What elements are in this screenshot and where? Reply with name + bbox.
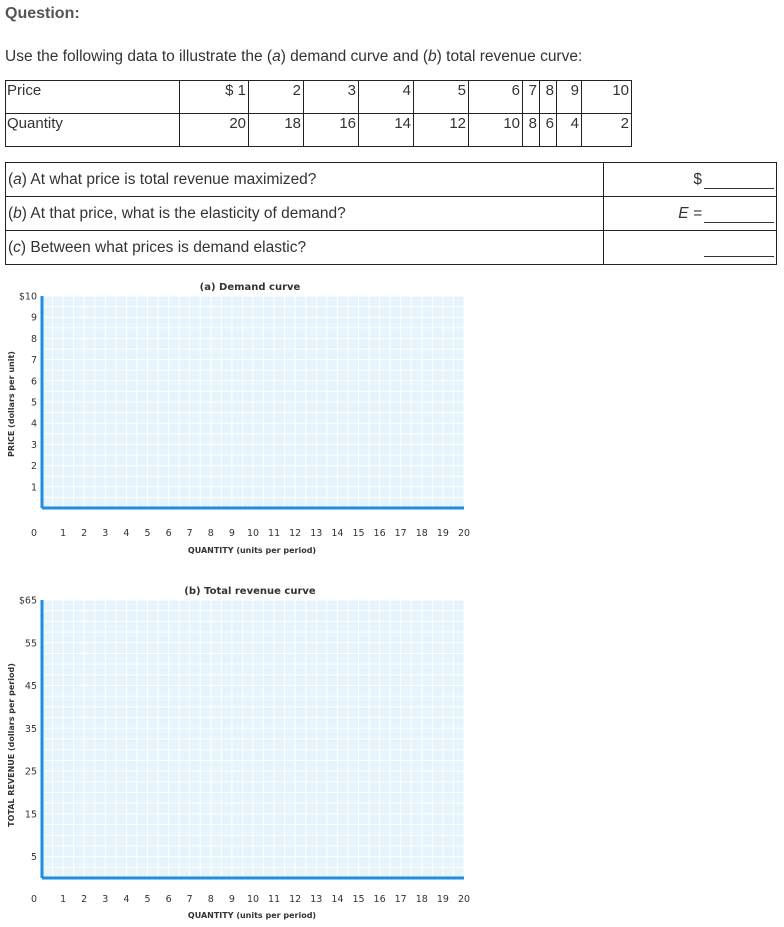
x-tick-label: 0 bbox=[30, 528, 38, 539]
y-tick-label: $10 bbox=[18, 291, 37, 303]
table-cell: 3 bbox=[304, 81, 359, 114]
x-tick-label: 16 bbox=[373, 894, 386, 905]
x-axis-label: QUANTITY (units per period) bbox=[187, 911, 317, 920]
question-b: (b) At that price, what is the elasticity of demand? bbox=[6, 197, 604, 231]
x-tick-label: 5 bbox=[144, 528, 151, 539]
x-tick-label: 8 bbox=[207, 894, 214, 905]
table-cell: 4 bbox=[359, 81, 414, 114]
table-cell: 16 bbox=[304, 114, 359, 147]
x-tick-label: 5 bbox=[144, 894, 151, 905]
table-cell: 8 bbox=[523, 114, 540, 147]
chart-title: (a) Demand curve bbox=[199, 282, 301, 293]
table-cell: 4 bbox=[557, 114, 582, 147]
x-tick-label: 12 bbox=[289, 528, 302, 539]
x-tick-label: 14 bbox=[331, 528, 344, 539]
y-axis-label: PRICE (dollars per unit) bbox=[7, 351, 16, 457]
answer-a-field[interactable]: $ bbox=[604, 163, 777, 197]
x-tick-label: 20 bbox=[457, 894, 471, 905]
table-cell: 10 bbox=[582, 81, 632, 114]
instruction-text: Use the following data to illustrate the (a) demand curve and (b) total revenue curve: bbox=[5, 48, 583, 65]
x-tick-label: 18 bbox=[415, 528, 428, 539]
x-tick-label: 2 bbox=[81, 528, 88, 539]
question-c: (c) Between what prices is demand elastic? bbox=[6, 231, 604, 265]
x-tick-label: 11 bbox=[268, 894, 281, 905]
x-tick-label: 10 bbox=[246, 894, 260, 905]
y-tick-label: 35 bbox=[24, 723, 37, 735]
x-tick-label: 7 bbox=[186, 894, 193, 905]
y-tick-label: 25 bbox=[24, 766, 37, 778]
x-tick-label: 0 bbox=[30, 894, 38, 905]
table-cell: 6 bbox=[469, 81, 523, 114]
y-tick-label: 9 bbox=[30, 312, 37, 324]
x-tick-label: 19 bbox=[436, 894, 449, 905]
y-tick-label: 1 bbox=[30, 482, 37, 494]
x-tick-label: 19 bbox=[436, 528, 449, 539]
x-tick-label: 8 bbox=[207, 528, 214, 539]
table-cell: 20 bbox=[180, 114, 249, 147]
quantity-row bbox=[6, 114, 632, 147]
x-tick-label: 2 bbox=[81, 894, 88, 905]
x-tick-label: 18 bbox=[415, 894, 428, 905]
question-row-a bbox=[6, 163, 777, 197]
y-axis-label: TOTAL REVENUE (dollars per period) bbox=[7, 663, 16, 827]
y-tick-label: 45 bbox=[24, 681, 37, 693]
row-label: Price bbox=[6, 81, 180, 114]
question-row-b bbox=[6, 197, 777, 231]
question-heading: Question: bbox=[5, 5, 80, 22]
x-axis-label: QUANTITY (units per period) bbox=[187, 546, 317, 555]
x-tick-label: 15 bbox=[352, 894, 365, 905]
x-tick-label: 11 bbox=[268, 528, 281, 539]
price-row bbox=[6, 81, 632, 114]
x-tick-label: 16 bbox=[373, 528, 386, 539]
x-tick-label: 3 bbox=[102, 528, 109, 539]
table-cell: 9 bbox=[557, 81, 582, 114]
x-tick-label: 20 bbox=[457, 528, 471, 539]
table-cell: 7 bbox=[523, 81, 540, 114]
table-cell: 8 bbox=[540, 81, 557, 114]
row-label: Quantity bbox=[6, 114, 180, 147]
questions-table bbox=[5, 162, 777, 265]
chart-title: (b) Total revenue curve bbox=[184, 586, 316, 597]
y-tick-label: 8 bbox=[30, 333, 37, 345]
y-tick-label: 2 bbox=[30, 461, 37, 473]
x-tick-label: 17 bbox=[394, 894, 407, 905]
y-tick-label: 3 bbox=[30, 439, 37, 451]
x-tick-label: 4 bbox=[123, 528, 130, 539]
table-cell: 5 bbox=[414, 81, 469, 114]
table-cell: 14 bbox=[359, 114, 414, 147]
x-tick-label: 9 bbox=[228, 894, 235, 905]
table-cell: 12 bbox=[414, 114, 469, 147]
x-tick-label: 13 bbox=[310, 528, 323, 539]
question-row-c bbox=[6, 231, 777, 265]
y-tick-label: 5 bbox=[30, 852, 37, 864]
x-tick-label: 6 bbox=[165, 528, 172, 539]
y-tick-label: 5 bbox=[30, 397, 37, 409]
table-cell: 18 bbox=[249, 114, 304, 147]
table-cell: $ 1 bbox=[180, 81, 249, 114]
question-a: (a) At what price is total revenue maximized? bbox=[6, 163, 604, 197]
x-tick-label: 13 bbox=[310, 894, 323, 905]
y-tick-label: 7 bbox=[30, 355, 37, 367]
x-tick-label: 15 bbox=[352, 528, 365, 539]
x-tick-label: 1 bbox=[60, 894, 67, 905]
table-cell: 10 bbox=[469, 114, 523, 147]
x-tick-label: 7 bbox=[186, 528, 193, 539]
y-tick-label: 4 bbox=[30, 418, 37, 430]
answer-b-field[interactable]: E = bbox=[604, 197, 777, 231]
x-tick-label: 10 bbox=[246, 528, 260, 539]
answer-c-field[interactable] bbox=[604, 231, 777, 265]
table-cell: 2 bbox=[582, 114, 632, 147]
total-revenue-chart bbox=[0, 580, 480, 925]
x-tick-label: 12 bbox=[289, 894, 302, 905]
y-tick-label: 15 bbox=[24, 809, 37, 821]
x-tick-label: 9 bbox=[228, 528, 235, 539]
x-tick-label: 1 bbox=[60, 528, 67, 539]
x-tick-label: 4 bbox=[123, 894, 130, 905]
table-cell: 6 bbox=[540, 114, 557, 147]
x-tick-label: 14 bbox=[331, 894, 344, 905]
x-tick-label: 3 bbox=[102, 894, 109, 905]
price-quantity-table bbox=[5, 80, 632, 147]
x-tick-label: 17 bbox=[394, 528, 407, 539]
y-tick-label: $65 bbox=[18, 595, 37, 607]
y-tick-label: 6 bbox=[30, 376, 37, 388]
demand-curve-chart bbox=[0, 276, 480, 561]
x-tick-label: 6 bbox=[165, 894, 172, 905]
table-cell: 2 bbox=[249, 81, 304, 114]
y-tick-label: 55 bbox=[24, 638, 37, 650]
